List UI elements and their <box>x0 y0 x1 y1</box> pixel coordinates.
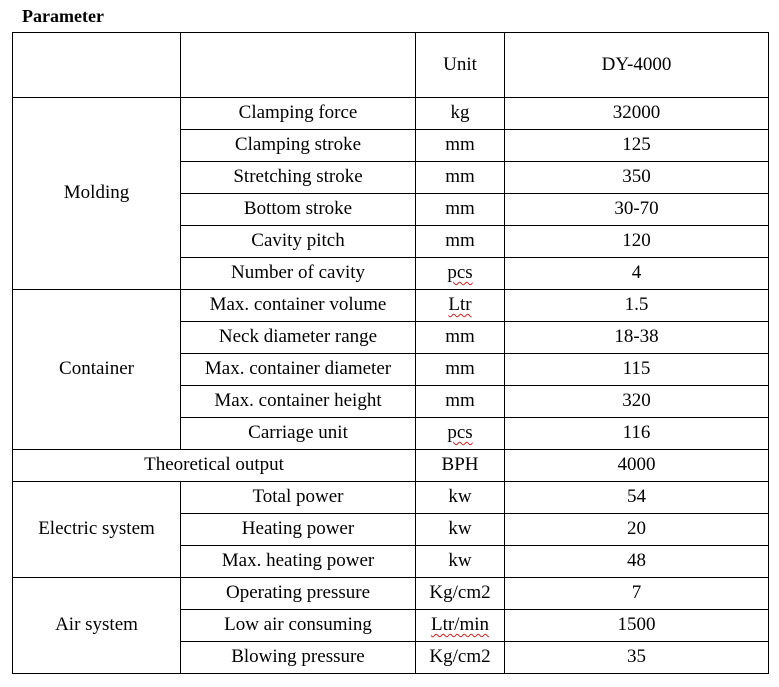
parameter-unit: mm <box>416 322 505 354</box>
parameter-unit: mm <box>416 130 505 162</box>
section-title: Parameter <box>22 6 104 26</box>
table-row <box>13 450 769 482</box>
parameter-value: 115 <box>505 354 769 386</box>
parameter-table <box>12 32 769 674</box>
group-molding: Molding <box>13 98 181 290</box>
parameter-unit: mm <box>416 194 505 226</box>
parameter-value: 48 <box>505 546 769 578</box>
parameter-value: 18-38 <box>505 322 769 354</box>
parameter-unit: kw <box>416 482 505 514</box>
parameter-value: 350 <box>505 162 769 194</box>
header-item-cell <box>181 33 416 98</box>
header-model-cell: DY-4000 <box>505 33 769 98</box>
header-unit-cell: Unit <box>416 33 505 98</box>
parameter-value: 20 <box>505 514 769 546</box>
parameter-label: Clamping force <box>181 98 416 130</box>
table-row <box>13 482 769 514</box>
parameter-value: 125 <box>505 130 769 162</box>
parameter-value: 120 <box>505 226 769 258</box>
unit-text: Ltr <box>448 294 472 316</box>
header-group-cell <box>13 33 181 98</box>
unit-text: pcs <box>447 262 473 284</box>
parameter-label: Max. container height <box>181 386 416 418</box>
parameter-value: 4 <box>505 258 769 290</box>
unit-text: Ltr/min <box>430 614 490 636</box>
parameter-unit: Kg/cm2 <box>416 578 505 610</box>
parameter-label: Neck diameter range <box>181 322 416 354</box>
parameter-label: Total power <box>181 482 416 514</box>
parameter-unit: mm <box>416 354 505 386</box>
parameter-label: Low air consuming <box>181 610 416 642</box>
parameter-unit: mm <box>416 386 505 418</box>
parameter-label: Max. heating power <box>181 546 416 578</box>
parameter-value: 320 <box>505 386 769 418</box>
parameter-unit: kw <box>416 546 505 578</box>
parameter-value: 4000 <box>505 450 769 482</box>
parameter-unit: Kg/cm2 <box>416 642 505 674</box>
parameter-label: Max. container diameter <box>181 354 416 386</box>
header-row <box>13 33 769 98</box>
parameter-label: Clamping stroke <box>181 130 416 162</box>
parameter-unit: BPH <box>416 450 505 482</box>
group-container: Container <box>13 290 181 450</box>
parameter-label: Max. container volume <box>181 290 416 322</box>
table-row <box>13 290 769 322</box>
parameter-label: Stretching stroke <box>181 162 416 194</box>
parameter-label: Heating power <box>181 514 416 546</box>
parameter-value: 35 <box>505 642 769 674</box>
parameter-unit: mm <box>416 226 505 258</box>
parameter-value: 1.5 <box>505 290 769 322</box>
parameter-label: Bottom stroke <box>181 194 416 226</box>
parameter-label: Carriage unit <box>181 418 416 450</box>
parameter-label: Blowing pressure <box>181 642 416 674</box>
group-air-system: Air system <box>13 578 181 674</box>
parameter-value: 32000 <box>505 98 769 130</box>
parameter-unit: kg <box>416 98 505 130</box>
parameter-value: 54 <box>505 482 769 514</box>
group-theoretical-output: Theoretical output <box>13 450 416 482</box>
parameter-value: 30-70 <box>505 194 769 226</box>
parameter-label: Operating pressure <box>181 578 416 610</box>
parameter-unit <box>416 610 505 642</box>
parameter-unit <box>416 258 505 290</box>
parameter-unit <box>416 290 505 322</box>
parameter-value: 7 <box>505 578 769 610</box>
group-electric-system: Electric system <box>13 482 181 578</box>
table-row <box>13 578 769 610</box>
table-row <box>13 98 769 130</box>
parameter-unit: kw <box>416 514 505 546</box>
parameter-unit: mm <box>416 162 505 194</box>
parameter-value: 116 <box>505 418 769 450</box>
parameter-label: Cavity pitch <box>181 226 416 258</box>
parameter-unit <box>416 418 505 450</box>
unit-text: pcs <box>447 422 473 444</box>
parameter-label: Number of cavity <box>181 258 416 290</box>
parameter-value: 1500 <box>505 610 769 642</box>
